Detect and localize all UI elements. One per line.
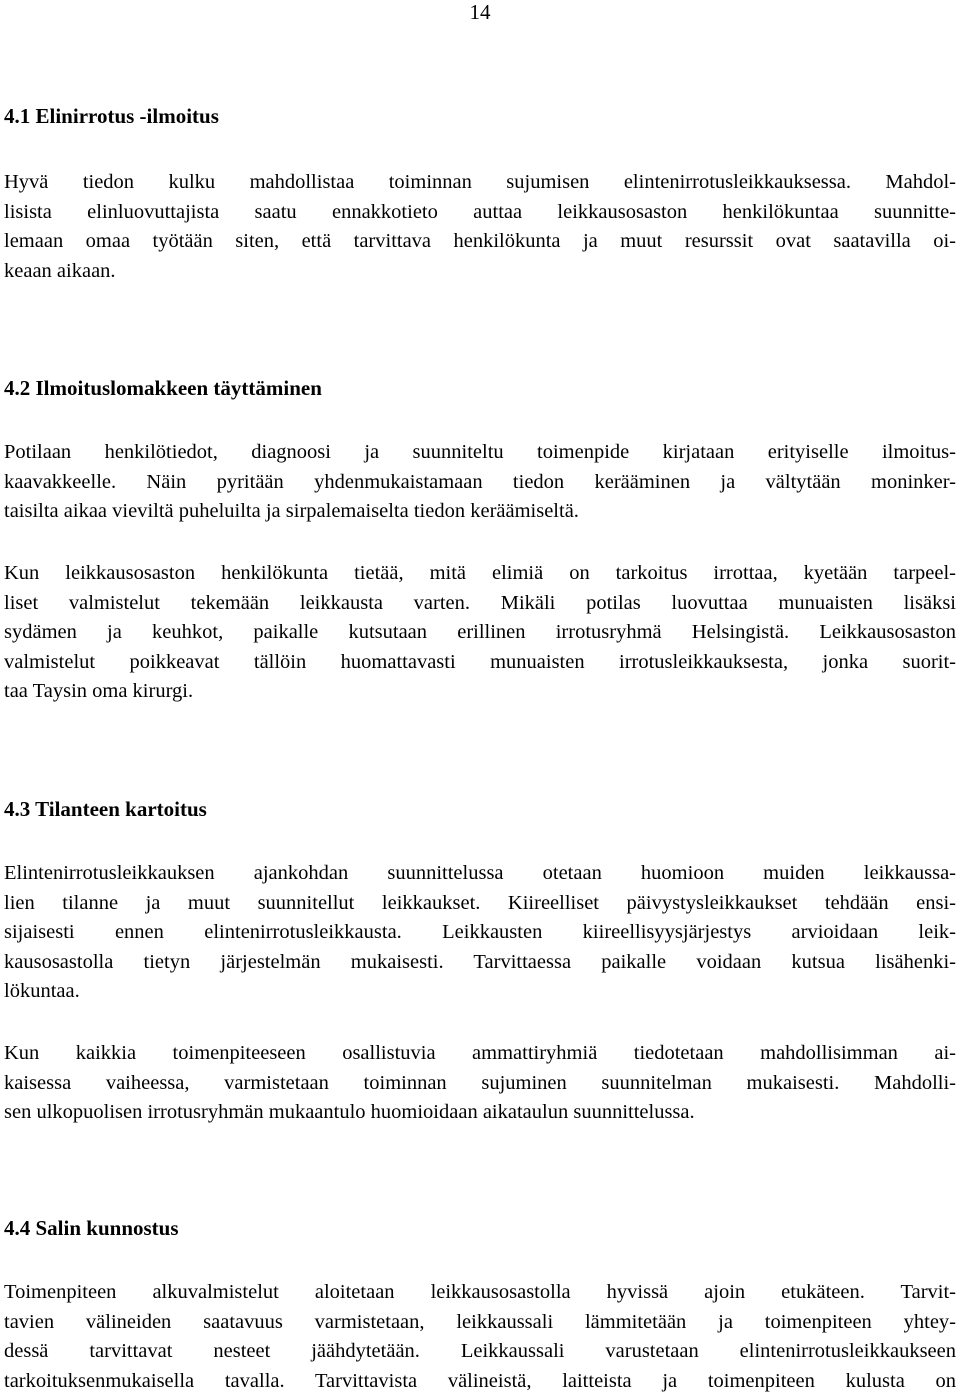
text-line: kaavakkeelle. Näin pyritään yhdenmukaistamaan tiedon kerääminen ja vältytään moninker- bbox=[4, 470, 956, 493]
text-line: sen ulkopuolisen irrotusryhmän mukaantulo huomioidaan aikataulun suunnittelussa. bbox=[4, 1101, 695, 1123]
text-line: tavien välineiden saatavuus varmistetaan, leikkaussali lämmitetään ja toimenpiteen yhtey- bbox=[4, 1310, 956, 1333]
text-line: Kun kaikkia toimenpiteeseen osallistuvia ammattiryhmiä tiedotetaan mahdollisimman ai- bbox=[4, 1042, 956, 1064]
text-line: Potilaan henkilötiedot, diagnoosi ja suunniteltu toimenpide kirjataan erityiselle ilmoitus- bbox=[4, 441, 956, 463]
section-heading: 4.3 Tilanteen kartoitus bbox=[4, 797, 207, 821]
text-line: liset valmistelut tekemään leikkausta varten. Mikäli potilas luovuttaa munuaisten lisäksi bbox=[4, 591, 956, 614]
text-line: tarkoituksenmukaisella tavalla. Tarvittavista välineistä, laitteista ja toimenpiteen kulusta on bbox=[4, 1369, 956, 1392]
text-line: Elintenirrotusleikkauksen ajankohdan suunnittelussa otetaan huomioon muiden leikkaussa- bbox=[4, 862, 956, 884]
section-heading: 4.1 Elinirrotus -ilmoitus bbox=[4, 104, 219, 128]
section-heading: 4.2 Ilmoituslomakkeen täyttäminen bbox=[4, 376, 322, 400]
text-line: lökuntaa. bbox=[4, 980, 80, 1002]
text-line: lien tilanne ja muut suunnitellut leikkaukset. Kiireelliset päivystysleikkaukset tehdään ensi- bbox=[4, 891, 956, 914]
text-line: Hyvä tiedon kulku mahdollistaa toiminnan sujumisen elintenirrotusleikkauksessa. Mahdol- bbox=[4, 171, 956, 193]
text-line: Kun leikkausosaston henkilökunta tietää, mitä elimiä on tarkoitus irrottaa, kyetään tarpeel- bbox=[4, 562, 956, 584]
paragraph bbox=[4, 1278, 956, 1396]
text-line: Toimenpiteen alkuvalmistelut aloitetaan leikkausosastolla hyvissä ajoin etukäteen. Tarvit- bbox=[4, 1281, 956, 1303]
page-number: 14 bbox=[469, 0, 491, 24]
text-line: taisilta aikaa vieviltä puheluilta ja sirpalemaiselta tiedon keräämiseltä. bbox=[4, 500, 579, 522]
text-line: valmistelut poikkeavat tällöin huomattavasti munuaisten irrotusleikkauksesta, jonka suorit- bbox=[4, 650, 956, 673]
text-line: lisista elinluovuttajista saatu ennakkotieto auttaa leikkausosaston henkilökuntaa suunnitte- bbox=[4, 200, 956, 223]
paragraph bbox=[4, 859, 956, 1007]
text-line: dessä tarvittavat nesteet jäähdytetään. Leikkaussali varustetaan elintenirrotusleikkaukseen bbox=[4, 1340, 956, 1362]
text-line: kaisessa vaiheessa, varmistetaan toiminnan sujuminen suunnitelman mukaisesti. Mahdolli- bbox=[4, 1071, 956, 1094]
text-line: sydämen ja keuhkot, paikalle kutsutaan erillinen irrotusryhmä Helsingistä. Leikkausosaston bbox=[4, 621, 956, 643]
text-line: lemaan omaa työtään siten, että tarvittava henkilökunta ja muut resurssit ovat saatavilla oi- bbox=[4, 230, 956, 252]
text-line: sijaisesti ennen elintenirrotusleikkausta. Leikkausten kiireellisyysjärjestys arvioidaan leik- bbox=[4, 921, 956, 943]
paragraph bbox=[4, 559, 956, 707]
section-heading: 4.4 Salin kunnostus bbox=[4, 1216, 179, 1240]
text-line: taa Taysin oma kirurgi. bbox=[4, 680, 194, 702]
paragraph bbox=[4, 1039, 956, 1128]
paragraph bbox=[4, 438, 956, 527]
text-line: keaan aikaan. bbox=[4, 259, 116, 282]
paragraph bbox=[4, 168, 956, 286]
text-line: kausosastolla tietyn järjestelmän mukaisesti. Tarvittaessa paikalle voidaan kutsua lisähenki- bbox=[4, 950, 956, 973]
